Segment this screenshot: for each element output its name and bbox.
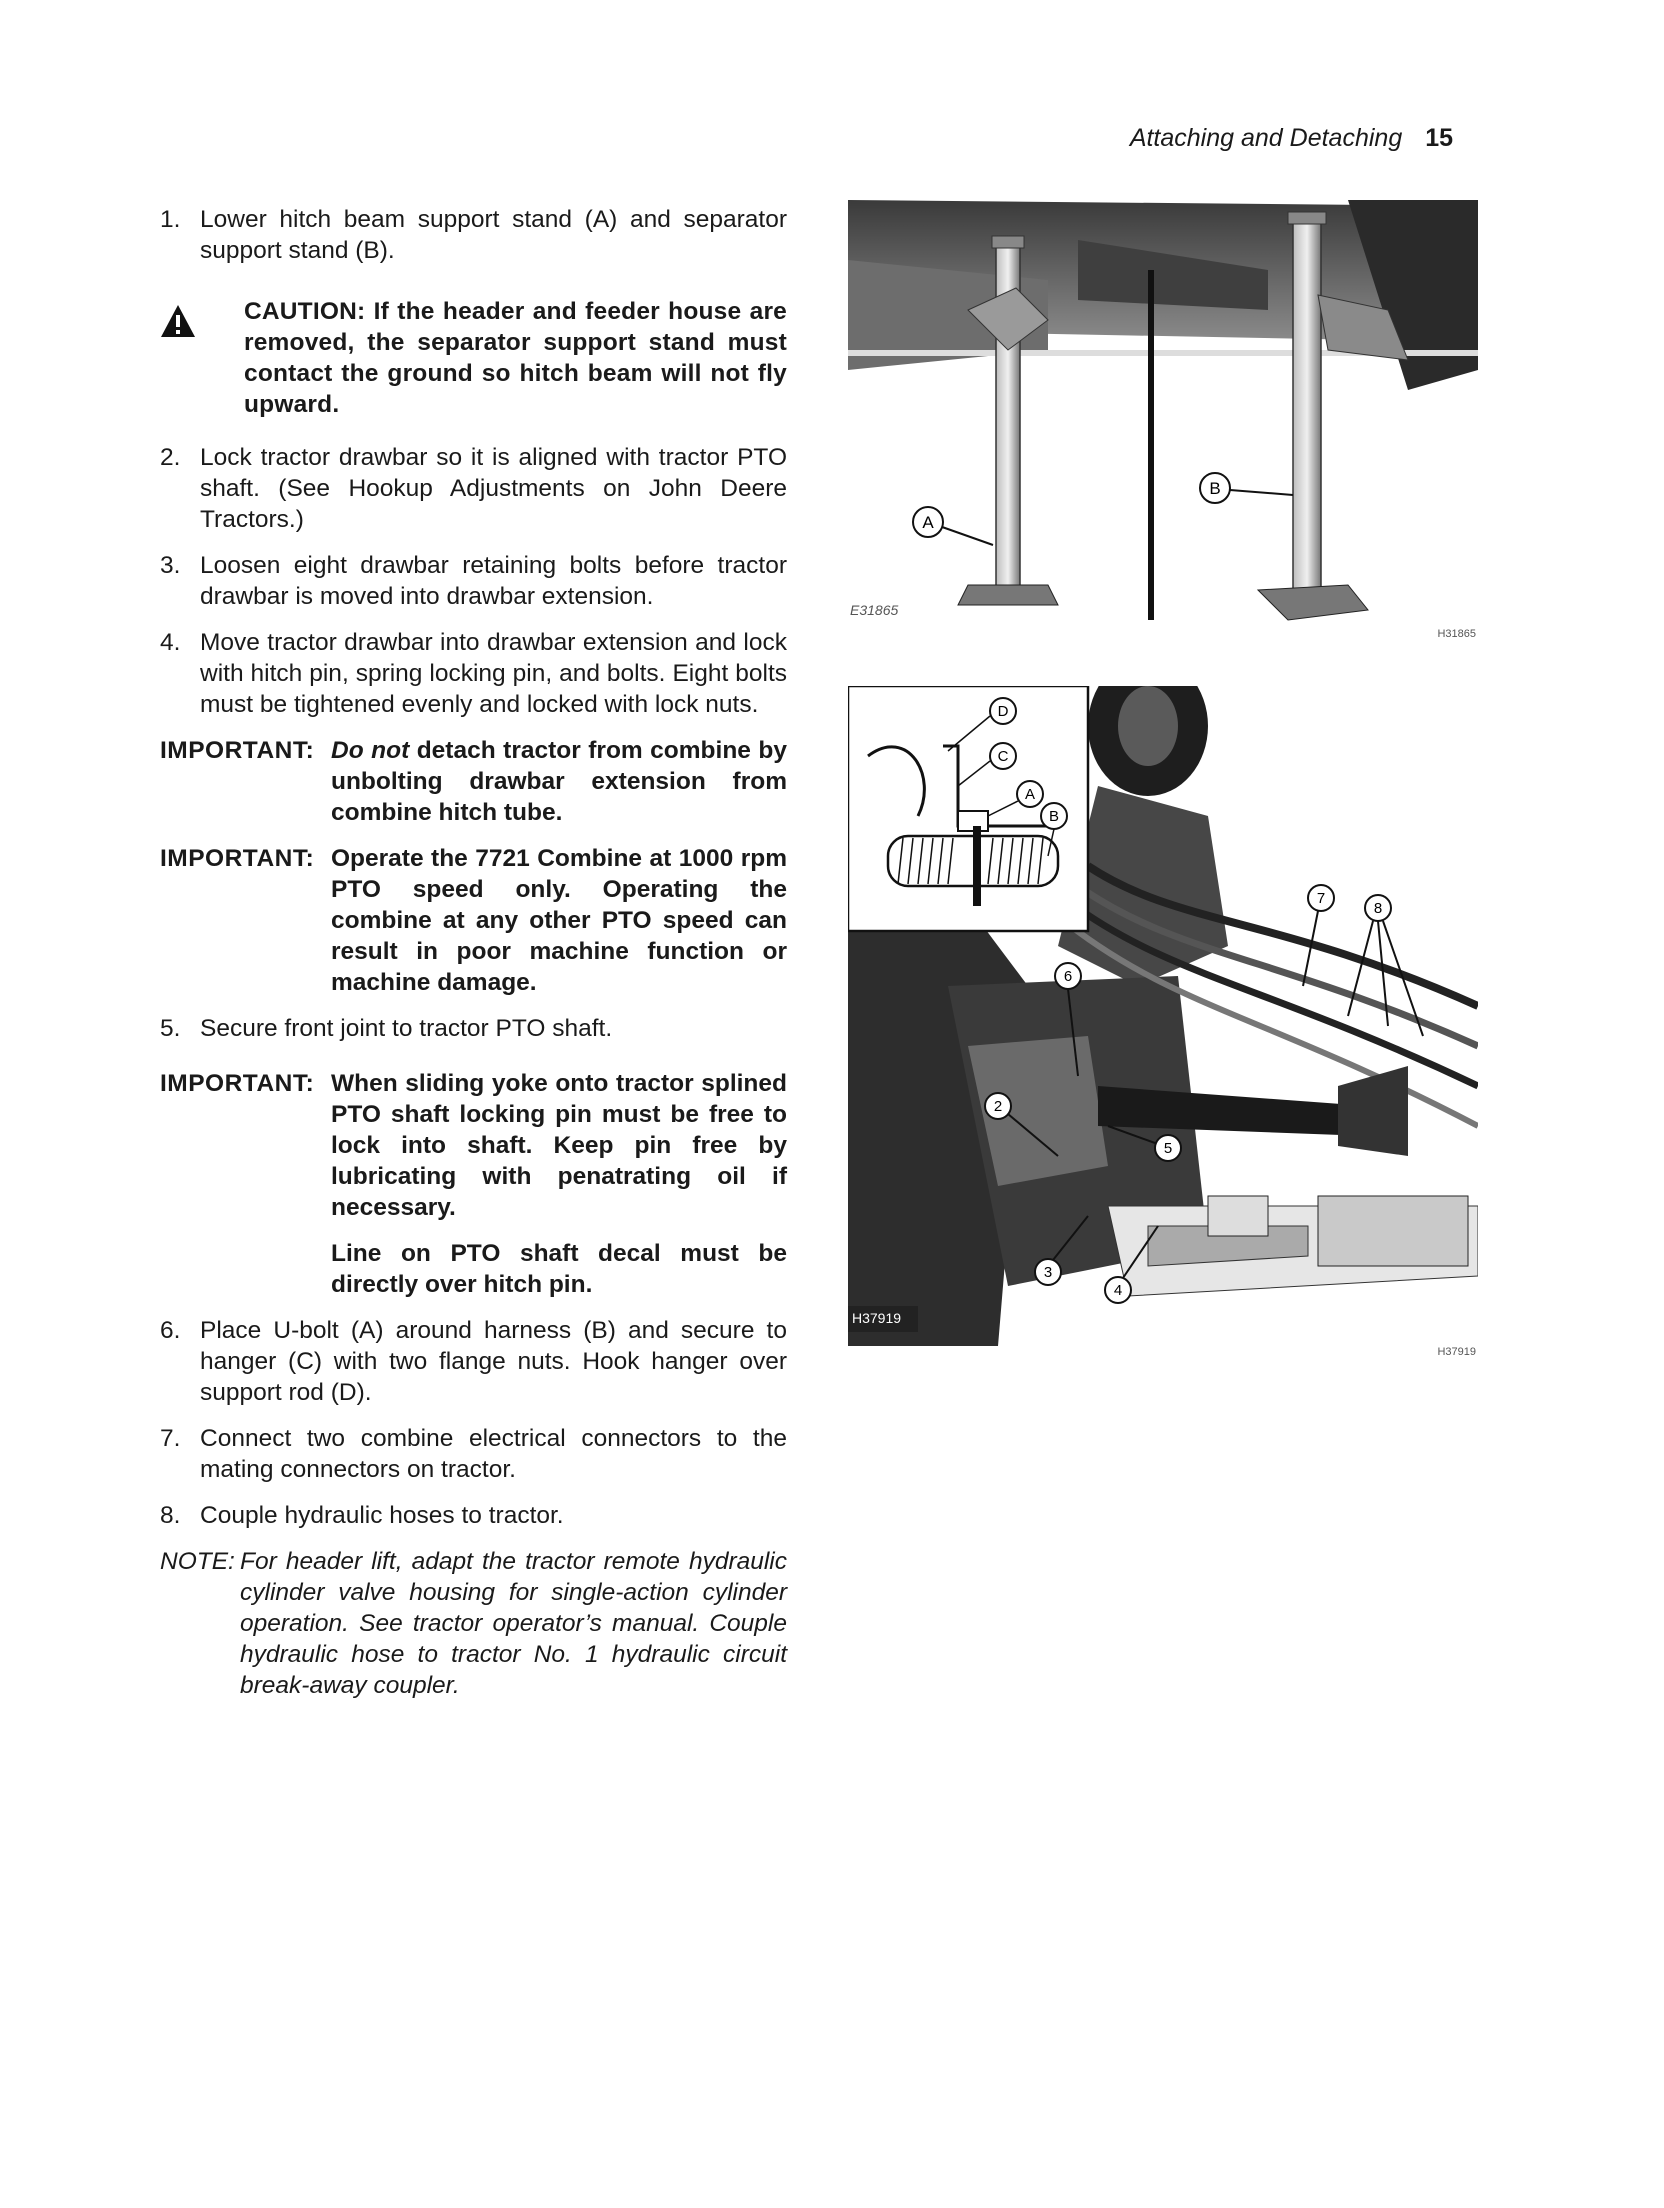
important-extra-text: Line on PTO shaft decal must be directly over hitch pin. xyxy=(331,1240,787,1298)
step-number: 3. xyxy=(160,552,181,579)
page-header xyxy=(1130,124,1453,153)
inset-callout-label: C xyxy=(997,748,1009,765)
important-label: IMPORTANT: xyxy=(160,737,315,764)
note-label: NOTE: xyxy=(160,1548,235,1575)
important-text-body: detach tractor from combine by unbolting drawbar extension from combine hitch tube. xyxy=(331,737,787,826)
important-block-2 xyxy=(160,843,787,998)
callout-label: 7 xyxy=(1316,890,1326,907)
figure-harness-hoses xyxy=(848,686,1478,1366)
step-3 xyxy=(160,550,787,612)
important-text: When sliding yoke onto tractor splined PTO shaft locking pin must be free to lock into shaft. Keep pin free by lubricating with penatrating oil if necessary. xyxy=(331,1070,787,1221)
step-7 xyxy=(160,1423,787,1485)
step-6 xyxy=(160,1315,787,1408)
caution-text: CAUTION: If the header and feeder house are removed, the separator support stand must contact the ground so hitch beam will not fly upward. xyxy=(244,298,787,418)
step-text: Connect two combine electrical connectors to the mating connectors on tractor. xyxy=(200,1425,787,1483)
callout-label: 6 xyxy=(1063,968,1073,985)
step-number: 6. xyxy=(160,1317,181,1344)
step-1 xyxy=(160,204,787,266)
figure-code-small: H31865 xyxy=(1437,628,1476,640)
figure-code: H37919 xyxy=(852,1310,902,1326)
important-label: IMPORTANT: xyxy=(160,845,315,872)
page-number: 15 xyxy=(1425,124,1453,152)
callout-label: 8 xyxy=(1373,900,1383,917)
important-emphasis: Do not xyxy=(331,737,410,764)
step-5 xyxy=(160,1013,787,1044)
step-text: Move tractor drawbar into drawbar extension and lock with hitch pin, spring locking pin, and bolts. Eight bolts must be tightened evenly and locked with lock nuts. xyxy=(200,629,787,718)
step-text: Couple hydraulic hoses to tractor. xyxy=(200,1502,564,1529)
inset-callout-label: D xyxy=(997,703,1009,720)
step-text: Lock tractor drawbar so it is aligned with tractor PTO shaft. (See Hookup Adjustments on John Deere Tractors.) xyxy=(200,444,787,533)
callout-label: 5 xyxy=(1163,1140,1173,1157)
note-block xyxy=(160,1546,787,1701)
step-text: Loosen eight drawbar retaining bolts before tractor drawbar is moved into drawbar extension. xyxy=(200,552,787,610)
step-number: 5. xyxy=(160,1015,181,1042)
step-text: Secure front joint to tractor PTO shaft. xyxy=(200,1015,613,1042)
important-block-3 xyxy=(160,1068,787,1223)
instructions-column xyxy=(160,204,787,1701)
step-text: Lower hitch beam support stand (A) and separator support stand (B). xyxy=(200,206,787,264)
section-title: Attaching and Detaching xyxy=(1129,124,1403,152)
figure-code-small: H37919 xyxy=(1437,1346,1476,1358)
figure-support-stands xyxy=(848,200,1478,640)
step-text: Place U-bolt (A) around harness (B) and secure to hanger (C) with two flange nuts. Hook hanger over support rod (D). xyxy=(200,1317,787,1406)
callout-label: 3 xyxy=(1043,1264,1053,1281)
important-text xyxy=(331,735,787,828)
important-text: Operate the 7721 Combine at 1000 rpm PTO speed only. Operating the combine at any other PTO speed can result in poor machine function or machine damage. xyxy=(331,845,787,996)
inset-callout-label: B xyxy=(1048,808,1060,825)
harness-hoses-illustration xyxy=(848,686,1478,1366)
step-number: 1. xyxy=(160,206,181,233)
step-number: 4. xyxy=(160,629,181,656)
step-number: 7. xyxy=(160,1425,181,1452)
callout-label: 4 xyxy=(1113,1282,1123,1299)
note-text: For header lift, adapt the tractor remote hydraulic cylinder valve housing for single-action cylinder operation. See tractor operator’s manual. Couple hydraulic hose to tractor No. 1 hydraulic circuit break-away coupler. xyxy=(240,1548,787,1699)
callout-label: B xyxy=(1209,479,1221,498)
important-block-1 xyxy=(160,735,787,828)
step-number: 2. xyxy=(160,444,181,471)
important-label: IMPORTANT: xyxy=(160,1070,315,1097)
figure-code: E31865 xyxy=(850,602,899,618)
callout-label: 2 xyxy=(993,1098,1003,1115)
callout-label: A xyxy=(922,513,934,532)
step-2 xyxy=(160,442,787,535)
support-stands-illustration xyxy=(848,200,1478,640)
caution-block xyxy=(160,296,787,420)
warning-triangle-icon xyxy=(160,296,244,420)
step-number: 8. xyxy=(160,1502,181,1529)
inset-callout-label: A xyxy=(1024,786,1036,803)
step-4 xyxy=(160,627,787,720)
step-8 xyxy=(160,1500,787,1531)
